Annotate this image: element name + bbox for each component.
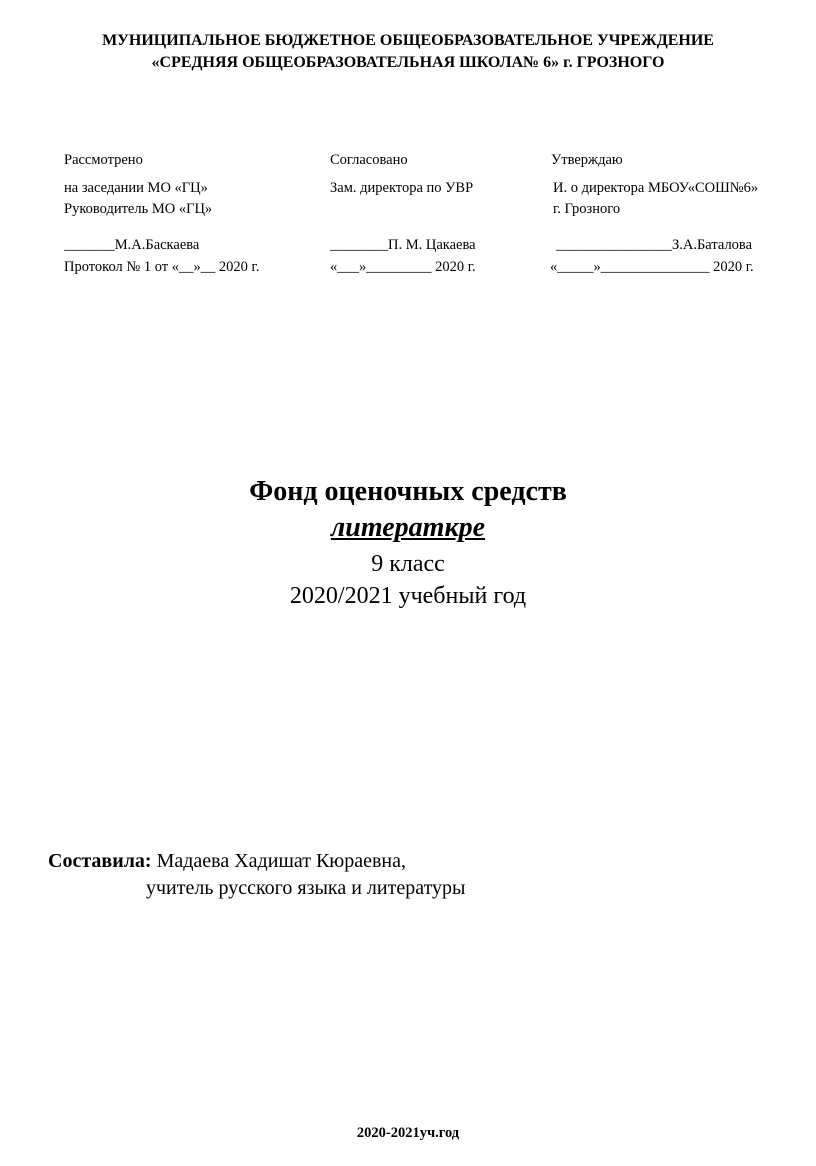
institution-name-line1: МУНИЦИПАЛЬНОЕ БЮДЖЕТНОЕ ОБЩЕОБРАЗОВАТЕЛЬНОЕ УЧРЕЖДЕНИЕ <box>102 32 714 49</box>
compiler-name: Мадаева Хадишат Кюраевна, <box>151 850 406 872</box>
approved-signature: ________________З.А.Баталова <box>556 237 753 253</box>
reviewed-line2: Руководитель МО «ГЦ» <box>64 201 213 217</box>
compiler-label: Составила: <box>48 850 152 872</box>
compiler-line <box>48 850 406 873</box>
approved-line2: г. Грозного <box>553 201 621 217</box>
agreed-date: «___»_________ 2020 г. <box>330 259 476 275</box>
grade-label: 9 класс <box>371 551 445 577</box>
reviewed-title: Рассмотрено <box>64 152 143 168</box>
agreed-signature: ________П. М. Цакаева <box>330 237 476 253</box>
approved-title: Утверждаю <box>551 152 623 168</box>
approved-date: «_____»_______________ 2020 г. <box>550 259 754 275</box>
institution-name-line2: «СРЕДНЯЯ ОБЩЕОБРАЗОВАТЕЛЬНАЯ ШКОЛА№ 6» г. ГРОЗНОГО <box>151 54 665 71</box>
subject-title: литераткре <box>330 512 486 543</box>
approved-line1: И. о директора МБОУ«СОШ№6» <box>553 180 759 196</box>
agreed-line1: Зам. директора по УВР <box>330 180 474 196</box>
footer-year: 2020-2021уч.год <box>356 1125 460 1141</box>
document-title: Фонд оценочных средств <box>249 476 567 507</box>
reviewed-signature: _______М.А.Баскаева <box>64 237 200 253</box>
compiler-position: учитель русского языка и литературы <box>146 877 466 899</box>
academic-year: 2020/2021 учебный год <box>289 583 527 609</box>
reviewed-date: Протокол № 1 от «__»__ 2020 г. <box>64 259 260 275</box>
reviewed-line1: на заседании МО «ГЦ» <box>64 180 208 196</box>
agreed-title: Согласовано <box>330 152 408 168</box>
